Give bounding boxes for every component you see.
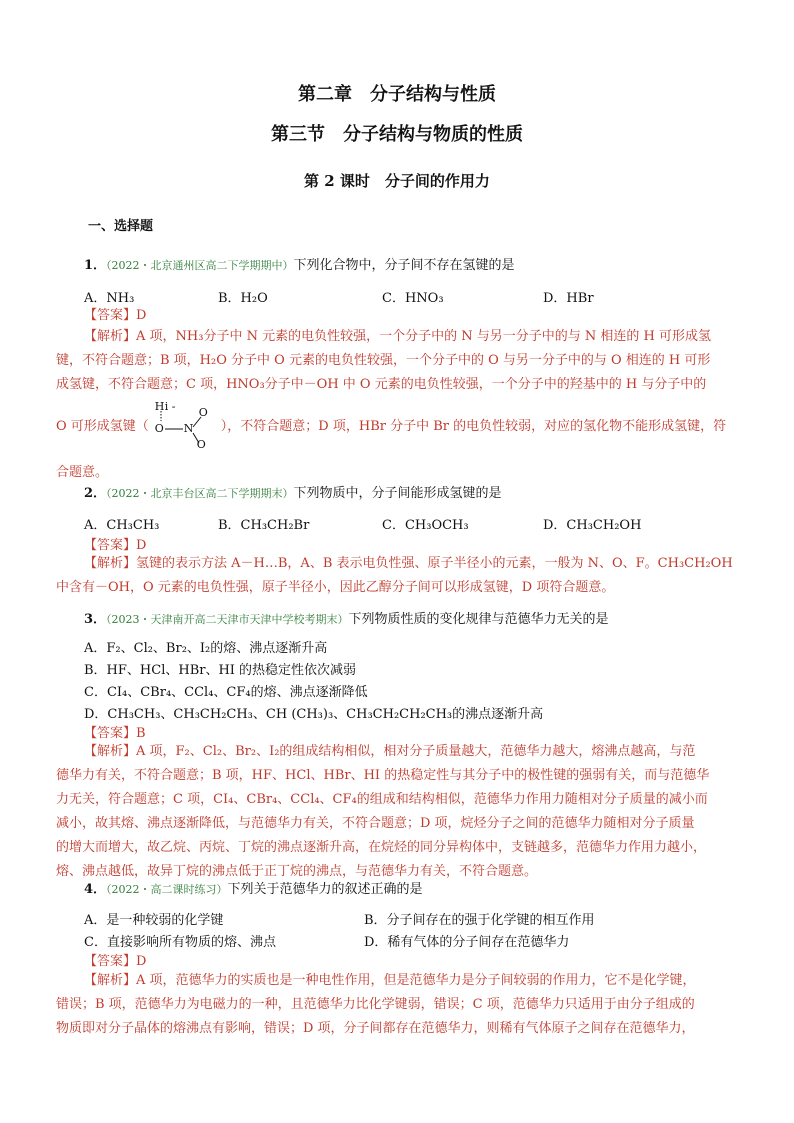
option-a: A．NH₃ xyxy=(84,291,135,306)
option-c: C．HNO₃ xyxy=(382,291,444,306)
option-d: D．CH₃CH₃、CH₃CH₂CH₃、CH (CH₃)₃、CH₃CH₂CH₂CH₃的沸点逐渐升高 xyxy=(84,707,544,722)
question-3-stem xyxy=(84,608,609,627)
answer-line: 【答案】D xyxy=(84,538,147,553)
question-text: 下列化合物中，分子间不存在氢键的是 xyxy=(293,258,515,273)
question-text: 下列物质中，分子间能形成氢键的是 xyxy=(293,486,502,501)
option-d: D．稀有气体的分子间存在范德华力 xyxy=(364,935,570,950)
option-b: B．CH₃CH₂Br xyxy=(218,518,310,533)
hno3-structure-diagram: H i - O N O O xyxy=(154,399,208,451)
option-b: B．H₂O xyxy=(218,291,268,306)
answer-value: D xyxy=(136,954,147,969)
answer-line: 【答案】B xyxy=(84,726,146,741)
option-c: C．CI₄、CBr₄、CCl₄、CF₄的熔、沸点逐渐降低 xyxy=(84,685,368,700)
answer-value: D xyxy=(136,308,147,323)
question-number: 3． xyxy=(84,612,107,627)
option-c: C．直接影响所有物质的熔、沸点 xyxy=(84,935,276,950)
question-1-analysis: 【解析】A 项，NH₃分子中 N 元素的电负性较强，一个分子中的 N 与另一分子中的与 N 相连的 H 可形成氢 键，不符合题意；B 项，H₂O 分子中 O 元素的电负性较强，一个分子中的 O 与另一分子中的与 O 相连的 H 可形 成氢键，不符合题意；C 项，HNO₃分子中－OH 中 O 元素的电负性较强，一个分子中的羟基中的 H 与分子中的 O 可形成氢键（ H i - O N O O ），不符合题意；D 项，HBr 分子中 Br 的电负性较弱，对应的氢化物不能形成氢键，符 合题意。 xyxy=(56,329,727,480)
question-source: （2022・北京通州区高二下学期期中） xyxy=(106,259,294,272)
question-number: 1． xyxy=(84,258,107,273)
question-source: （2022・高二课时练习） xyxy=(106,883,228,896)
answer-value: D xyxy=(136,538,147,553)
answer-value: B xyxy=(136,726,146,741)
lesson-title: 第 2 课时 分子间的作用力 xyxy=(304,172,490,190)
option-d: D．HBr xyxy=(543,291,594,306)
section-title: 第三节 分子结构与物质的性质 xyxy=(271,124,523,145)
chapter-title: 第二章 分子结构与性质 xyxy=(298,84,496,105)
option-a: A．CH₃CH₃ xyxy=(84,518,160,533)
option-a: A．是一种较弱的化学键 xyxy=(84,913,224,928)
question-4-stem xyxy=(84,878,423,897)
question-text: 下列物质性质的变化规律与范德华力无关的是 xyxy=(348,612,609,627)
question-number: 2． xyxy=(84,486,107,501)
question-number: 4． xyxy=(84,882,107,897)
question-4-analysis: 【解析】A 项，范德华力的实质也是一种电性作用，但是范德华力是分子间较弱的作用力，它不是化学键， 错误；B 项，范德华力为电磁力的一种，且范德华力比化学键弱，错误；C 项，范德华力只适用于由分子组成的 物质即对分子晶体的熔沸点有影响，错误；D 项，分子间都存在范德华力，则稀有气体原子之间存在范德华力， xyxy=(56,973,696,1036)
option-b: B．HF、HCl、HBr、HI 的热稳定性依次减弱 xyxy=(84,663,357,678)
question-3-analysis: 【解析】A 项，F₂、Cl₂、Br₂、I₂的组成结构相似，相对分子质量越大，范德华力越大，熔沸点越高，与范 德华力有关，不符合题意；B 项，HF、HCl、HBr、HI 的热稳定性与其分子中的极性键的强弱有关，而与范德华 力无关，符合题意；C 项，CI₄、CBr₄、CCl₄、CF₄的组成和结构相似，范德华力作用力随相对分子质量的减小而 减小，故其熔、沸点逐渐降低，与范德华力有关，不符合题意；D 项，烷烃分子之间的范德华力随相对分子质量 的增大而增大，故乙烷、丙烷、丁烷的沸点逐渐升高，在烷烃的同分异构体中，支链越多，范德华力作用力越小， 熔、沸点越低，故异丁烷的沸点低于正丁烷的沸点，与范德华力有关，不符合题意。 xyxy=(56,744,710,879)
question-source: （2022・北京丰台区高二下学期期末） xyxy=(106,487,294,500)
question-2-analysis: 【解析】氢键的表示方法 A－H…B，A、B 表示电负性强、原子半径小的元素，一般为 N、O、F。CH₃CH₂OH 中含有－OH，O 元素的电负性强，原子半径小，因此乙醇分子间可以形成氢键，D 项符合题意。 xyxy=(56,556,733,595)
option-b: B．分子间存在的强于化学键的相互作用 xyxy=(364,913,595,928)
option-d: D．CH₃CH₂OH xyxy=(543,518,642,533)
answer-line: 【答案】D xyxy=(84,308,147,323)
option-a: A．F₂、Cl₂、Br₂、I₂的熔、沸点逐渐升高 xyxy=(84,641,328,656)
option-c: C．CH₃OCH₃ xyxy=(382,518,469,533)
question-source: （2023・天津南开高二天津市天津中学校考期末） xyxy=(106,613,349,626)
question-1-stem xyxy=(84,254,515,273)
part-title: 一、选择题 xyxy=(88,219,154,234)
answer-line: 【答案】D xyxy=(84,954,147,969)
question-2-stem xyxy=(84,482,502,501)
question-text: 下列关于范德华力的叙述正确的是 xyxy=(227,882,423,897)
